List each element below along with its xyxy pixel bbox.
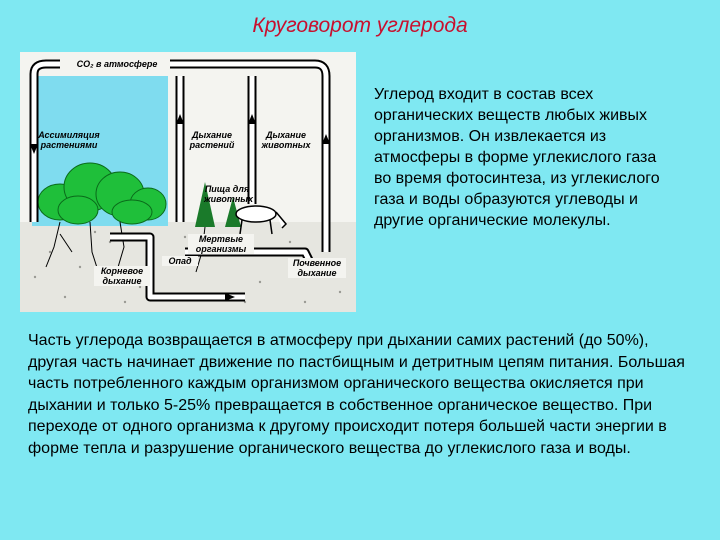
label-animal-respiration: Дыхание животных — [261, 130, 311, 150]
label-food: Пища для животных — [204, 184, 253, 204]
side-paragraph: Углерод входит в состав всех органических веществ любых живых организмов. Он извлекается из атмосферы в форме углекислого газа во время фотосинтеза, из углекислого газа и воды образуются углеводы и другие органические молекулы. — [374, 86, 660, 229]
label-dead-organisms: Мертвые организмы — [188, 234, 254, 254]
label-root-respiration: Корневое дыхание — [94, 266, 150, 286]
page-title: Круговорот углерода — [252, 14, 468, 37]
carbon-cycle-diagram — [20, 52, 356, 312]
label-assimilation: Ассимиляция растениями — [38, 130, 100, 150]
label-litter: Опад — [162, 256, 198, 266]
label-atmosphere: CO₂ в атмосфере — [76, 59, 158, 69]
label-plant-respiration: Дыхание растений — [189, 130, 235, 150]
body-paragraph: Часть углерода возвращается в атмосферу при дыхании самих растений (до 50%), другая часть начинает движение по пастбищным и детритным цепям питания. Большая часть потребленного каждым организмом органического вещества окисляется при дыхании и только 5-25% превращается в собственное органическое вещество. При переходе от одного организма к другому происходит потеря большей части энергии в форме тепла и разрушение органического вещества до углекислого газа и воды. — [28, 332, 685, 457]
label-soil-respiration: Почвенное дыхание — [288, 258, 346, 278]
